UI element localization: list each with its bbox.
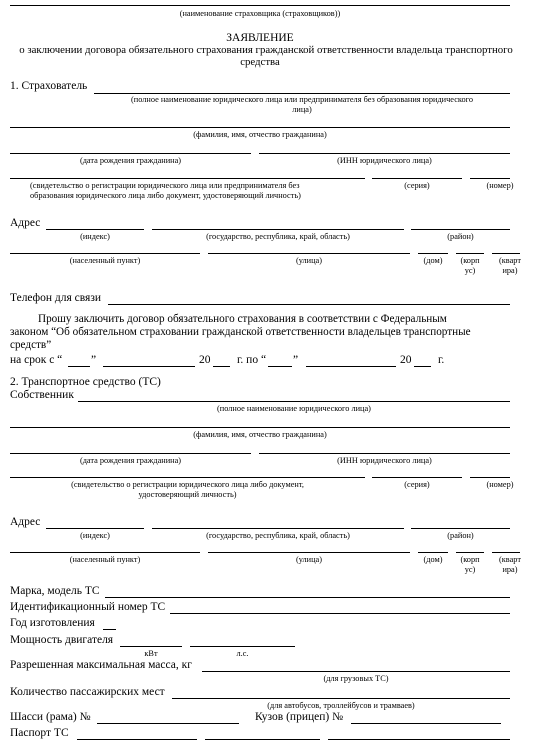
phone-line[interactable]	[108, 304, 510, 305]
policyholder-name-line[interactable]	[94, 93, 510, 94]
passport-issued-line[interactable]	[328, 739, 510, 740]
term-year-2: 20	[400, 354, 412, 366]
term-quote-1: ”	[91, 354, 97, 366]
korpus-line[interactable]	[456, 253, 484, 254]
caption-birth: (дата рождения гражданина)	[79, 156, 182, 165]
caption-owner-birth: (дата рождения гражданина)	[79, 456, 182, 465]
power-kw-line[interactable]	[120, 646, 182, 647]
insurer-caption: (наименование страховщика (страховщиков))	[179, 9, 341, 18]
term-year-from-line[interactable]	[213, 366, 230, 367]
body-line[interactable]	[351, 723, 501, 724]
power-label: Мощность двигателя	[10, 634, 114, 646]
seats-label: Количество пассажирских мест	[10, 686, 165, 698]
caption-buses: (для автобусов, троллейбусов и трамваев)	[267, 701, 415, 710]
locality-line[interactable]	[10, 253, 200, 254]
power-hp-line[interactable]	[190, 646, 295, 647]
caption-owner-index: (индекс)	[80, 531, 110, 540]
passport-number-line[interactable]	[205, 739, 320, 740]
caption-flat-2: ира)	[502, 266, 518, 275]
term-year-to-line[interactable]	[414, 366, 431, 367]
term-day-to-line[interactable]	[268, 366, 292, 367]
caption-owner-flat-2: ира)	[502, 565, 518, 574]
document-subtitle-2: средства	[240, 56, 280, 68]
district-line[interactable]	[411, 229, 510, 230]
request-text-3: средств”	[10, 339, 52, 351]
owner-locality-line[interactable]	[10, 552, 200, 553]
phone-label: Телефон для связи	[10, 292, 102, 304]
owner-name-line[interactable]	[78, 401, 510, 402]
owner-index-line[interactable]	[46, 528, 144, 529]
address-label: Адрес	[10, 217, 41, 229]
caption-house: (дом)	[423, 256, 443, 265]
make-model-line[interactable]	[105, 597, 510, 598]
owner-district-line[interactable]	[411, 528, 510, 529]
owner-street-line[interactable]	[208, 552, 410, 553]
caption-owner-house: (дом)	[423, 555, 443, 564]
inn-line[interactable]	[259, 153, 510, 154]
year-line[interactable]	[103, 629, 116, 630]
term-prefix: на срок с “	[10, 354, 63, 366]
body-label: Кузов (прицеп) №	[255, 711, 344, 723]
passport-label: Паспорт ТС	[10, 727, 69, 739]
caption-owner-korpus-1: (корп	[460, 555, 480, 564]
caption-owner-locality: (населенный пункт)	[69, 555, 141, 564]
document-subtitle-1: о заключении договора обязательного страхования гражданской ответственности владельца транспортного	[19, 44, 513, 56]
state-line[interactable]	[152, 229, 404, 230]
number-line[interactable]	[470, 178, 510, 179]
house-line[interactable]	[418, 253, 448, 254]
term-to: г. по “	[237, 354, 267, 366]
caption-owner-fio: (фамилия, имя, отчество гражданина)	[193, 430, 327, 439]
document-title: ЗАЯВЛЕНИЕ	[226, 32, 294, 44]
year-label: Год изготовления	[10, 617, 95, 629]
term-end: г.	[438, 354, 445, 366]
owner-flat-line[interactable]	[492, 552, 520, 553]
section2-heading: 2. Транспортное средство (ТС)	[10, 376, 161, 388]
chassis-label: Шасси (рама) №	[10, 711, 91, 723]
term-year-1: 20	[199, 354, 211, 366]
series-line[interactable]	[372, 178, 462, 179]
caption-trucks: (для грузовых ТС)	[323, 674, 389, 683]
caption-legal-name-2: лица)	[292, 105, 312, 114]
caption-owner-certificate-1: (свидетельство о регистрации юридического лица либо документ,	[71, 480, 304, 489]
caption-certificate-2: образования юридического лица либо документ, удостоверяющий личность)	[30, 191, 301, 200]
caption-fio: (фамилия, имя, отчество гражданина)	[193, 130, 327, 139]
caption-locality: (населенный пункт)	[69, 256, 141, 265]
owner-inn-line[interactable]	[259, 453, 510, 454]
vin-label: Идентификационный номер ТС	[10, 601, 166, 613]
request-text-1: Прошу заключить договор обязательного страхования в соответствии с Федеральным	[38, 313, 447, 325]
caption-korpus-2: ус)	[464, 266, 476, 275]
owner-house-line[interactable]	[418, 552, 448, 553]
chassis-line[interactable]	[97, 723, 239, 724]
caption-owner-series: (серия)	[404, 480, 430, 489]
caption-owner-number: (номер)	[486, 480, 514, 489]
owner-korpus-line[interactable]	[456, 552, 484, 553]
flat-line[interactable]	[492, 253, 520, 254]
street-line[interactable]	[208, 253, 410, 254]
owner-label: Собственник	[10, 389, 74, 401]
owner-series-line[interactable]	[372, 477, 462, 478]
make-model-label: Марка, модель ТС	[10, 585, 100, 597]
request-text-2: законом “Об обязательном страховании гражданской ответственности владельцев транспортные	[10, 326, 471, 338]
caption-legal-name-1: (полное наименование юридического лица или предпринимателя без образования юридического	[131, 95, 473, 104]
caption-owner-certificate-2: удостоверяющий личность)	[138, 490, 237, 499]
caption-street: (улица)	[295, 256, 322, 265]
owner-number-line[interactable]	[470, 477, 510, 478]
caption-owner-district: (район)	[447, 531, 474, 540]
index-line[interactable]	[46, 229, 144, 230]
caption-number: (номер)	[486, 181, 514, 190]
owner-address-label: Адрес	[10, 516, 41, 528]
caption-kw: кВт	[144, 649, 158, 658]
insurer-line[interactable]	[10, 5, 510, 6]
policyholder-fio-line[interactable]	[10, 127, 510, 128]
birthdate-line[interactable]	[10, 153, 251, 154]
caption-series: (серия)	[404, 181, 430, 190]
caption-certificate-1: (свидетельство о регистрации юридического лица или предпринимателя без	[30, 181, 300, 190]
vin-line[interactable]	[170, 613, 510, 614]
seats-line[interactable]	[172, 698, 510, 699]
caption-owner-legal-name: (полное наименование юридического лица)	[217, 404, 371, 413]
max-mass-label: Разрешенная максимальная масса, кг	[10, 659, 192, 671]
caption-owner-flat-1: (кварт	[499, 555, 521, 564]
caption-owner-inn: (ИНН юридического лица)	[337, 456, 432, 465]
caption-index: (индекс)	[80, 232, 110, 241]
certificate-line[interactable]	[10, 178, 365, 179]
caption-district: (район)	[447, 232, 474, 241]
caption-flat-1: (кварт	[499, 256, 521, 265]
caption-owner-state: (государство, республика, край, область)	[206, 531, 350, 540]
term-month-from-line[interactable]	[103, 366, 195, 367]
caption-inn: (ИНН юридического лица)	[337, 156, 432, 165]
owner-state-line[interactable]	[152, 528, 404, 529]
owner-birthdate-line[interactable]	[10, 453, 251, 454]
term-day-from-line[interactable]	[68, 366, 90, 367]
section1-heading: 1. Страхователь	[10, 80, 88, 92]
caption-owner-street: (улица)	[295, 555, 322, 564]
term-month-to-line[interactable]	[306, 366, 396, 367]
caption-state: (государство, республика, край, область)	[206, 232, 350, 241]
term-quote-2: ”	[293, 354, 299, 366]
owner-certificate-line[interactable]	[10, 477, 365, 478]
passport-series-line[interactable]	[77, 739, 197, 740]
max-mass-line[interactable]	[202, 671, 510, 672]
owner-fio-line[interactable]	[10, 427, 510, 428]
caption-hp: л.с.	[236, 649, 249, 658]
caption-owner-korpus-2: ус)	[464, 565, 476, 574]
caption-korpus-1: (корп	[460, 256, 480, 265]
